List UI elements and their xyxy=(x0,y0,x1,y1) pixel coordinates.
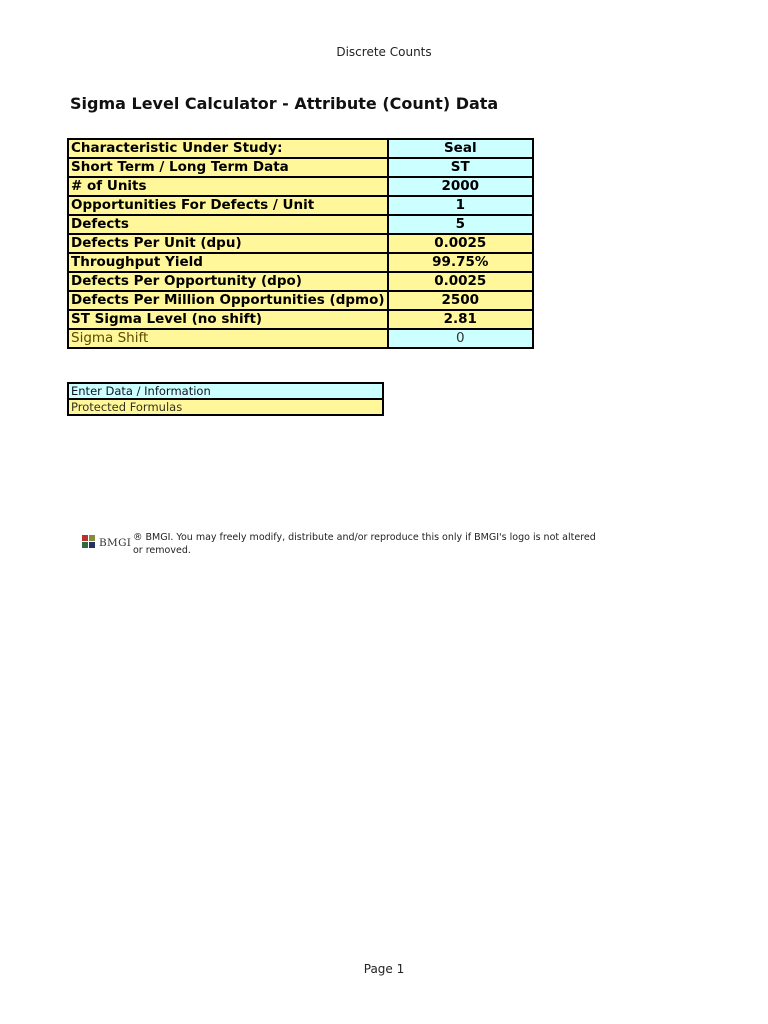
copyright-text xyxy=(133,532,596,557)
table-row xyxy=(68,158,533,177)
dpo-value: 0.0025 xyxy=(388,272,533,291)
sigma-shift-input[interactable]: 0 xyxy=(388,329,533,348)
row-label-data-type: Short Term / Long Term Data xyxy=(68,158,388,177)
table-row xyxy=(68,329,533,348)
row-label-throughput-yield: Throughput Yield xyxy=(68,253,388,272)
dpmo-value: 2500 xyxy=(388,291,533,310)
bmgi-logo xyxy=(82,535,136,553)
copyright-line-1: ® BMGI. You may freely modify, distribute and/or reproduce this only if BMGI's logo is not altered xyxy=(133,532,596,543)
table-row xyxy=(68,196,533,215)
page-title: Sigma Level Calculator - Attribute (Count) Data xyxy=(70,94,499,113)
table-row xyxy=(68,215,533,234)
table-row xyxy=(68,139,533,158)
table-row xyxy=(68,177,533,196)
table-row xyxy=(68,272,533,291)
legend-enter-data: Enter Data / Information xyxy=(68,383,383,399)
characteristic-input[interactable]: Seal xyxy=(388,139,533,158)
row-label-dpu: Defects Per Unit (dpu) xyxy=(68,234,388,253)
row-label-dpmo: Defects Per Million Opportunities (dpmo) xyxy=(68,291,388,310)
table-row xyxy=(68,253,533,272)
copyright-line-2: or removed. xyxy=(133,544,191,556)
row-label-opportunities: Opportunities For Defects / Unit xyxy=(68,196,388,215)
row-label-dpo: Defects Per Opportunity (dpo) xyxy=(68,272,388,291)
row-label-sigma-level: ST Sigma Level (no shift) xyxy=(68,310,388,329)
throughput-yield-value: 99.75% xyxy=(388,253,533,272)
row-label-units: # of Units xyxy=(68,177,388,196)
table-row xyxy=(68,310,533,329)
logo-wordmark: BMGI xyxy=(99,537,132,549)
copyright-notice xyxy=(82,532,596,562)
page-header: Discrete Counts xyxy=(336,45,432,59)
page-footer: Page 1 xyxy=(363,962,405,976)
data-type-input[interactable]: ST xyxy=(388,158,533,177)
table-row xyxy=(68,234,533,253)
row-label-defects: Defects xyxy=(68,215,388,234)
sigma-level-value: 2.81 xyxy=(388,310,533,329)
sigma-calculator-table xyxy=(67,138,534,349)
opportunities-input[interactable]: 1 xyxy=(388,196,533,215)
legend-protected-formulas: Protected Formulas xyxy=(68,399,383,415)
row-label-characteristic: Characteristic Under Study: xyxy=(68,139,388,158)
defects-input[interactable]: 5 xyxy=(388,215,533,234)
color-legend xyxy=(67,382,384,416)
units-input[interactable]: 2000 xyxy=(388,177,533,196)
table-row xyxy=(68,291,533,310)
dpu-value: 0.0025 xyxy=(388,234,533,253)
row-label-sigma-shift: Sigma Shift xyxy=(68,329,388,348)
logo-squares-icon xyxy=(82,535,96,551)
